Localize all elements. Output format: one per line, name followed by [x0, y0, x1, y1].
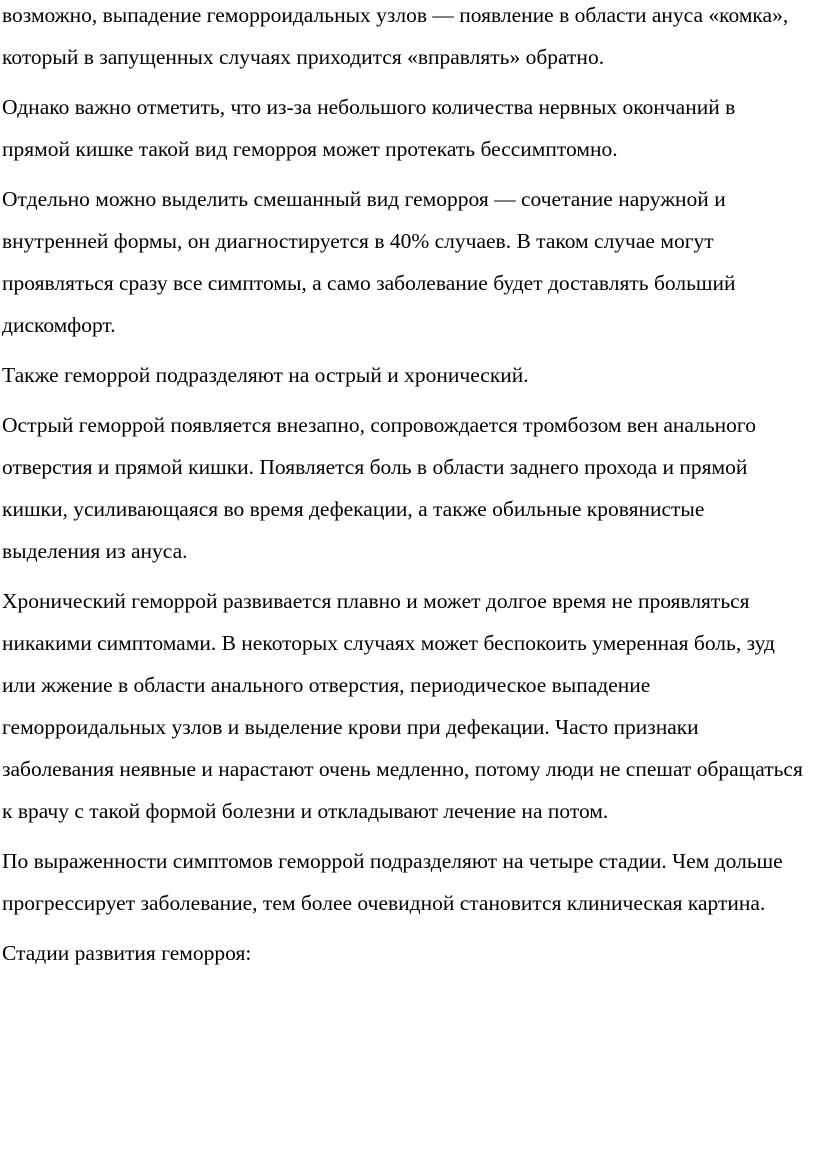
paragraph-acute: Острый геморрой появляется внезапно, сопровождается тромбозом вен анального отверстия и прямой кишки. Появляется боль в области заднего прохода и прямой кишки, усиливающаяся во время дефекации, а также обильные кровянистые выделения из ануса.: [2, 413, 756, 563]
paragraph-mixed-type: Отдельно можно выделить смешанный вид геморроя — сочетание наружной и внутренней формы, он диагностируется в 40% случаев. В таком случае могут проявляться сразу все симптомы, а само заболевание будет доставлять больший дискомфорт.: [2, 187, 736, 337]
paragraph-asymptomatic: Однако важно отметить, что из-за небольшого количества нервных окончаний в прямой кишке такой вид геморроя может протекать бессимптомно.: [2, 95, 736, 161]
paragraph-chronic: Хронический геморрой развивается плавно и может долгое время не проявляться никакими симптомами. В некоторых случаях может беспокоить умеренная боль, зуд или жжение в области анального отверстия, периодическое выпадение геморроидальных узлов и выделение крови при дефекации. Часто признаки заболевания неявные и нарастают очень медленно, потому люди не спешат обращаться к врачу с такой формой болезни и откладывают лечение на потом.: [2, 589, 803, 823]
paragraph-stages-intro: По выраженности симптомов геморрой подразделяют на четыре стадии. Чем дольше прогрессирует заболевание, тем более очевидной становится клиническая картина.: [2, 849, 783, 915]
paragraph-stages-heading: Стадии развития геморроя:: [2, 941, 252, 965]
paragraph-prolapse: возможно, выпадение геморроидальных узлов — появление в области ануса «комка», который в запущенных случаях приходится «вправлять» обратно.: [2, 3, 789, 69]
paragraph-acute-chronic: Также геморрой подразделяют на острый и хронический.: [2, 363, 529, 387]
